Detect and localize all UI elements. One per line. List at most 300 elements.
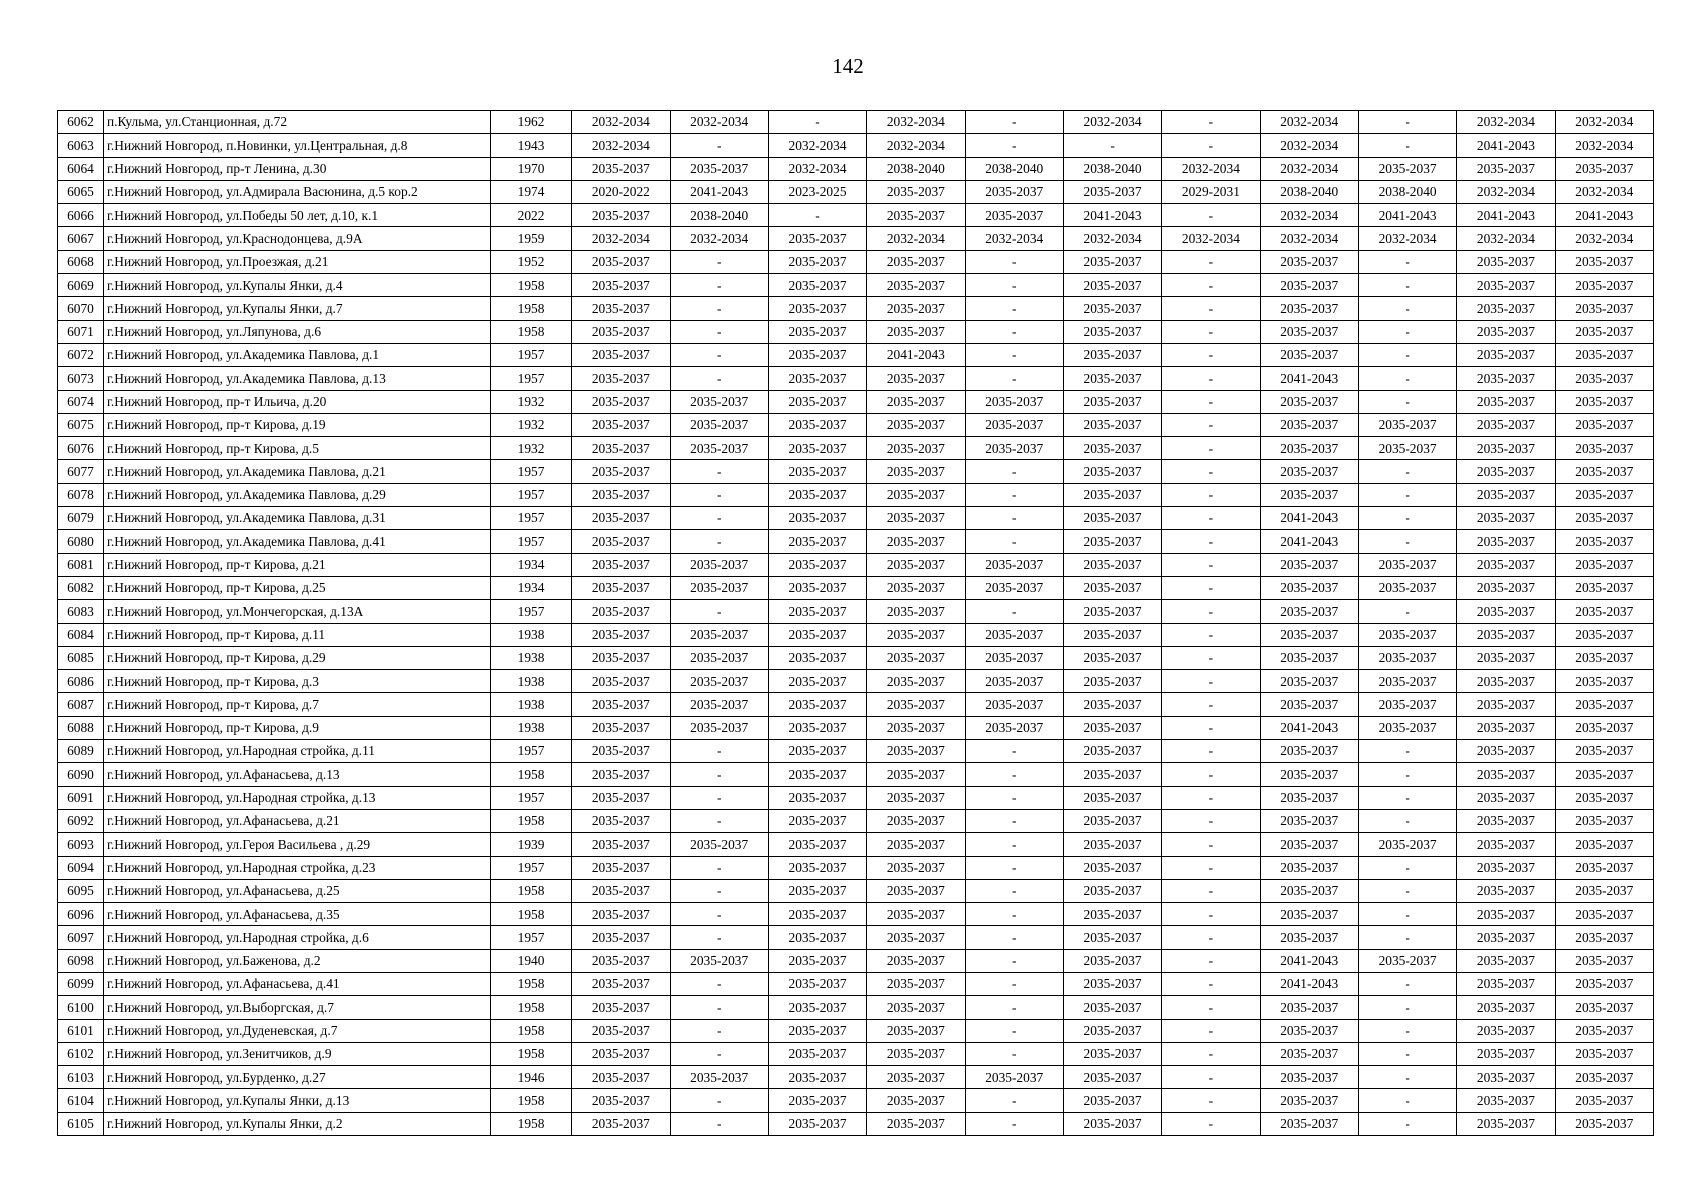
work-period-cell: 2035-2037 (1457, 972, 1555, 995)
work-period-cell: - (965, 786, 1063, 809)
address-cell: г.Нижний Новгород, ул.Адмирала Васюнина, д.5 кор.2 (103, 180, 490, 203)
work-period-cell: 2035-2037 (1457, 786, 1555, 809)
work-period-cell: 2035-2037 (1260, 483, 1358, 506)
year-built-cell: 1962 (490, 111, 571, 134)
table-row (58, 670, 1654, 693)
work-period-cell: 2035-2037 (670, 390, 768, 413)
work-period-cell: 2035-2037 (1555, 623, 1653, 646)
work-period-cell: 2035-2037 (1063, 1112, 1161, 1135)
work-period-cell: 2035-2037 (572, 646, 670, 669)
row-number: 6104 (58, 1089, 104, 1112)
work-period-cell: 2035-2037 (1457, 367, 1555, 390)
row-number: 6089 (58, 740, 104, 763)
work-period-cell: 2035-2037 (1063, 437, 1161, 460)
work-period-cell: 2032-2034 (1260, 227, 1358, 250)
work-period-cell: 2035-2037 (1260, 413, 1358, 436)
work-period-cell: - (965, 1042, 1063, 1065)
work-period-cell: 2035-2037 (1457, 740, 1555, 763)
work-period-cell: 2035-2037 (670, 1066, 768, 1089)
work-period-cell: 2035-2037 (1260, 600, 1358, 623)
work-period-cell: 2035-2037 (768, 926, 866, 949)
work-period-cell: 2035-2037 (1457, 623, 1555, 646)
work-period-cell: 2035-2037 (1063, 693, 1161, 716)
year-built-cell: 1958 (490, 903, 571, 926)
work-period-cell: 2035-2037 (1260, 786, 1358, 809)
year-built-cell: 1952 (490, 250, 571, 273)
work-period-cell: 2035-2037 (1063, 949, 1161, 972)
year-built-cell: 1958 (490, 1019, 571, 1042)
work-period-cell: - (965, 530, 1063, 553)
address-cell: г.Нижний Новгород, пр-т Кирова, д.11 (103, 623, 490, 646)
row-number: 6067 (58, 227, 104, 250)
work-period-cell: - (965, 1112, 1063, 1135)
work-period-cell: 2035-2037 (1555, 600, 1653, 623)
work-period-cell: 2032-2034 (1063, 111, 1161, 134)
work-period-cell: - (1162, 320, 1260, 343)
work-period-cell: 2035-2037 (670, 949, 768, 972)
work-period-cell: 2035-2037 (1063, 996, 1161, 1019)
work-period-cell: - (1162, 111, 1260, 134)
address-cell: г.Нижний Новгород, ул.Проезжая, д.21 (103, 250, 490, 273)
work-period-cell: - (1162, 250, 1260, 273)
work-period-cell: 2038-2040 (1260, 180, 1358, 203)
work-period-cell: 2035-2037 (572, 320, 670, 343)
row-number: 6065 (58, 180, 104, 203)
year-built-cell: 1958 (490, 1112, 571, 1135)
work-period-cell: 2035-2037 (1555, 507, 1653, 530)
work-period-cell: 2041-2043 (1457, 204, 1555, 227)
work-period-cell: - (965, 250, 1063, 273)
table-row (58, 646, 1654, 669)
work-period-cell: - (965, 763, 1063, 786)
work-period-cell: 2035-2037 (768, 343, 866, 366)
work-period-cell: - (965, 367, 1063, 390)
work-period-cell: 2032-2034 (572, 134, 670, 157)
work-period-cell: - (1063, 134, 1161, 157)
work-period-cell: - (670, 879, 768, 902)
work-period-cell: 2035-2037 (867, 553, 965, 576)
work-period-cell: - (1358, 763, 1456, 786)
year-built-cell: 1958 (490, 297, 571, 320)
work-period-cell: - (1162, 833, 1260, 856)
work-period-cell: 2032-2034 (867, 227, 965, 250)
work-period-cell: - (1162, 1066, 1260, 1089)
work-period-cell: 2020-2022 (572, 180, 670, 203)
address-cell: г.Нижний Новгород, ул.Академика Павлова, д.31 (103, 507, 490, 530)
work-period-cell: 2035-2037 (1457, 926, 1555, 949)
work-period-cell: 2035-2037 (572, 600, 670, 623)
work-period-cell: 2035-2037 (572, 390, 670, 413)
work-period-cell: 2035-2037 (572, 786, 670, 809)
work-period-cell: 2035-2037 (572, 507, 670, 530)
work-period-cell: - (965, 600, 1063, 623)
work-period-cell: 2035-2037 (1260, 553, 1358, 576)
table-row (58, 926, 1654, 949)
work-period-cell: 2032-2034 (1358, 227, 1456, 250)
work-period-cell: 2035-2037 (867, 809, 965, 832)
year-built-cell: 1938 (490, 716, 571, 739)
work-period-cell: 2032-2034 (1260, 157, 1358, 180)
work-period-cell: 2035-2037 (867, 180, 965, 203)
work-period-cell: 2035-2037 (1457, 1112, 1555, 1135)
work-period-cell: 2035-2037 (867, 507, 965, 530)
work-period-cell: 2035-2037 (1457, 390, 1555, 413)
work-period-cell: 2035-2037 (1555, 670, 1653, 693)
address-cell: г.Нижний Новгород, пр-т Ленина, д.30 (103, 157, 490, 180)
work-period-cell: - (768, 111, 866, 134)
work-period-cell: - (965, 297, 1063, 320)
work-period-cell: 2035-2037 (1260, 763, 1358, 786)
work-period-cell: - (670, 996, 768, 1019)
work-period-cell: - (1358, 1089, 1456, 1112)
work-period-cell: - (1358, 926, 1456, 949)
work-period-cell: 2035-2037 (1555, 740, 1653, 763)
work-period-cell: 2038-2040 (670, 204, 768, 227)
work-period-cell: 2035-2037 (572, 833, 670, 856)
work-period-cell: - (1162, 903, 1260, 926)
work-period-cell: 2035-2037 (1555, 483, 1653, 506)
work-period-cell: 2035-2037 (1555, 646, 1653, 669)
work-period-cell: 2035-2037 (670, 716, 768, 739)
work-period-cell: 2035-2037 (867, 1042, 965, 1065)
work-period-cell: 2035-2037 (572, 716, 670, 739)
work-period-cell: 2035-2037 (965, 716, 1063, 739)
table-row (58, 227, 1654, 250)
work-period-cell: 2035-2037 (1457, 413, 1555, 436)
work-period-cell: 2035-2037 (768, 903, 866, 926)
year-built-cell: 1932 (490, 390, 571, 413)
work-period-cell: 2035-2037 (572, 530, 670, 553)
work-period-cell: 2035-2037 (572, 693, 670, 716)
work-period-cell: - (670, 320, 768, 343)
work-period-cell: 2035-2037 (572, 949, 670, 972)
work-period-cell: 2041-2043 (670, 180, 768, 203)
work-period-cell: 2035-2037 (1358, 670, 1456, 693)
work-period-cell: - (1358, 903, 1456, 926)
work-period-cell: 2035-2037 (867, 740, 965, 763)
work-period-cell: 2032-2034 (1457, 180, 1555, 203)
work-period-cell: 2041-2043 (1260, 507, 1358, 530)
work-period-cell: 2035-2037 (1555, 1112, 1653, 1135)
work-period-cell: 2032-2034 (1063, 227, 1161, 250)
year-built-cell: 1970 (490, 157, 571, 180)
row-number: 6078 (58, 483, 104, 506)
work-period-cell: 2035-2037 (1063, 1019, 1161, 1042)
work-period-cell: 2035-2037 (965, 693, 1063, 716)
address-cell: г.Нижний Новгород, ул.Купалы Янки, д.7 (103, 297, 490, 320)
address-cell: г.Нижний Новгород, ул.Купалы Янки, д.2 (103, 1112, 490, 1135)
work-period-cell: - (670, 1019, 768, 1042)
work-period-cell: 2035-2037 (965, 576, 1063, 599)
work-period-cell: - (965, 972, 1063, 995)
work-period-cell: - (1358, 274, 1456, 297)
work-period-cell: - (1162, 879, 1260, 902)
work-period-cell: - (1358, 111, 1456, 134)
work-period-cell: 2032-2034 (1555, 134, 1653, 157)
work-period-cell: 2035-2037 (867, 390, 965, 413)
work-period-cell: 2035-2037 (965, 204, 1063, 227)
address-cell: г.Нижний Новгород, ул.Афанасьева, д.25 (103, 879, 490, 902)
work-period-cell: 2035-2037 (1063, 716, 1161, 739)
year-built-cell: 1932 (490, 413, 571, 436)
year-built-cell: 1940 (490, 949, 571, 972)
address-cell: г.Нижний Новгород, ул.Победы 50 лет, д.10, к.1 (103, 204, 490, 227)
work-period-cell: 2035-2037 (1555, 903, 1653, 926)
work-period-cell: - (965, 1089, 1063, 1112)
row-number: 6088 (58, 716, 104, 739)
work-period-cell: 2035-2037 (867, 926, 965, 949)
work-period-cell: - (670, 274, 768, 297)
work-period-cell: 2035-2037 (572, 1112, 670, 1135)
row-number: 6072 (58, 343, 104, 366)
work-period-cell: - (1358, 1042, 1456, 1065)
work-period-cell: 2035-2037 (1555, 1019, 1653, 1042)
work-period-cell: - (965, 903, 1063, 926)
work-period-cell: 2023-2025 (768, 180, 866, 203)
work-period-cell: - (670, 903, 768, 926)
row-number: 6071 (58, 320, 104, 343)
work-period-cell: 2035-2037 (1457, 250, 1555, 273)
work-period-cell: 2035-2037 (1555, 693, 1653, 716)
work-period-cell: - (670, 740, 768, 763)
work-period-cell: 2035-2037 (670, 623, 768, 646)
row-number: 6086 (58, 670, 104, 693)
work-period-cell: 2035-2037 (670, 670, 768, 693)
work-period-cell: 2035-2037 (1555, 530, 1653, 553)
work-period-cell: - (670, 600, 768, 623)
work-period-cell: 2035-2037 (670, 646, 768, 669)
work-period-cell: 2035-2037 (1063, 1089, 1161, 1112)
address-cell: г.Нижний Новгород, ул.Мончегорская, д.13А (103, 600, 490, 623)
work-period-cell: 2035-2037 (1063, 507, 1161, 530)
work-period-cell: 2035-2037 (1555, 367, 1653, 390)
year-built-cell: 1934 (490, 553, 571, 576)
work-period-cell: 2035-2037 (1063, 740, 1161, 763)
work-period-cell: 2035-2037 (768, 740, 866, 763)
work-period-cell: 2035-2037 (1358, 437, 1456, 460)
table-row (58, 437, 1654, 460)
work-period-cell: 2041-2043 (1063, 204, 1161, 227)
table-row (58, 274, 1654, 297)
address-cell: г.Нижний Новгород, пр-т Кирова, д.3 (103, 670, 490, 693)
work-period-cell: 2035-2037 (867, 530, 965, 553)
table-row (58, 623, 1654, 646)
work-period-cell: 2035-2037 (867, 1066, 965, 1089)
work-period-cell: 2035-2037 (572, 204, 670, 227)
work-period-cell: 2035-2037 (1260, 297, 1358, 320)
table-row (58, 343, 1654, 366)
address-cell: г.Нижний Новгород, ул.Народная стройка, д.23 (103, 856, 490, 879)
work-period-cell: 2035-2037 (1063, 879, 1161, 902)
row-number: 6075 (58, 413, 104, 436)
row-number: 6082 (58, 576, 104, 599)
work-period-cell: 2035-2037 (1063, 623, 1161, 646)
row-number: 6073 (58, 367, 104, 390)
work-period-cell: 2035-2037 (768, 553, 866, 576)
work-period-cell: 2035-2037 (1260, 1112, 1358, 1135)
work-period-cell: 2035-2037 (768, 274, 866, 297)
work-period-cell: 2035-2037 (768, 879, 866, 902)
table-row (58, 297, 1654, 320)
work-period-cell: - (1358, 297, 1456, 320)
work-period-cell: 2035-2037 (867, 576, 965, 599)
work-period-cell: 2035-2037 (768, 576, 866, 599)
table-row (58, 763, 1654, 786)
work-period-cell: - (965, 111, 1063, 134)
work-period-cell: - (1358, 740, 1456, 763)
work-period-cell: 2035-2037 (1555, 949, 1653, 972)
work-period-cell: 2035-2037 (768, 1042, 866, 1065)
table-row (58, 576, 1654, 599)
work-period-cell: 2035-2037 (1555, 833, 1653, 856)
year-built-cell: 1939 (490, 833, 571, 856)
work-period-cell: 2035-2037 (768, 716, 866, 739)
work-period-cell: 2035-2037 (1260, 1066, 1358, 1089)
work-period-cell: 2035-2037 (768, 460, 866, 483)
work-period-cell: 2032-2034 (1260, 111, 1358, 134)
work-period-cell: - (1162, 507, 1260, 530)
work-period-cell: - (670, 809, 768, 832)
work-period-cell: 2035-2037 (1555, 390, 1653, 413)
work-period-cell: - (1162, 1089, 1260, 1112)
work-period-cell: 2035-2037 (572, 623, 670, 646)
table-row (58, 530, 1654, 553)
work-period-cell: 2035-2037 (1457, 1019, 1555, 1042)
work-period-cell: 2035-2037 (1555, 926, 1653, 949)
work-period-cell: 2035-2037 (1457, 996, 1555, 1019)
work-period-cell: - (670, 297, 768, 320)
work-period-cell: 2035-2037 (867, 693, 965, 716)
work-period-cell: 2035-2037 (867, 320, 965, 343)
address-cell: г.Нижний Новгород, пр-т Ильича, д.20 (103, 390, 490, 413)
work-period-cell: 2038-2040 (1063, 157, 1161, 180)
work-period-cell: - (1162, 926, 1260, 949)
row-number: 6102 (58, 1042, 104, 1065)
address-cell: г.Нижний Новгород, пр-т Кирова, д.9 (103, 716, 490, 739)
table-row (58, 693, 1654, 716)
row-number: 6081 (58, 553, 104, 576)
work-period-cell: 2035-2037 (965, 646, 1063, 669)
row-number: 6076 (58, 437, 104, 460)
table-row (58, 483, 1654, 506)
address-cell: г.Нижний Новгород, ул.Народная стройка, д.13 (103, 786, 490, 809)
year-built-cell: 1934 (490, 576, 571, 599)
work-period-cell: - (965, 996, 1063, 1019)
row-number: 6097 (58, 926, 104, 949)
work-period-cell: 2035-2037 (867, 903, 965, 926)
table-row (58, 180, 1654, 203)
work-period-cell: - (1162, 204, 1260, 227)
address-cell: г.Нижний Новгород, ул.Академика Павлова, д.21 (103, 460, 490, 483)
work-period-cell: 2035-2037 (1358, 949, 1456, 972)
work-period-cell: 2035-2037 (1063, 180, 1161, 203)
work-period-cell: 2035-2037 (572, 343, 670, 366)
work-period-cell: 2035-2037 (1358, 576, 1456, 599)
work-period-cell: 2035-2037 (768, 949, 866, 972)
work-period-cell: 2035-2037 (768, 833, 866, 856)
work-period-cell: 2035-2037 (1457, 530, 1555, 553)
work-period-cell: 2035-2037 (1555, 157, 1653, 180)
work-period-cell: 2035-2037 (572, 856, 670, 879)
work-period-cell: 2035-2037 (965, 670, 1063, 693)
year-built-cell: 1957 (490, 530, 571, 553)
work-period-cell: 2035-2037 (867, 1112, 965, 1135)
work-period-cell: 2035-2037 (572, 1042, 670, 1065)
address-cell: г.Нижний Новгород, ул.Академика Павлова, д.13 (103, 367, 490, 390)
work-period-cell: 2038-2040 (1358, 180, 1456, 203)
table-row (58, 879, 1654, 902)
address-cell: г.Нижний Новгород, ул.Народная стройка, д.6 (103, 926, 490, 949)
work-period-cell: 2035-2037 (1063, 343, 1161, 366)
work-period-cell: 2035-2037 (867, 879, 965, 902)
work-period-cell: 2035-2037 (1457, 949, 1555, 972)
table-row (58, 390, 1654, 413)
year-built-cell: 1958 (490, 809, 571, 832)
table-row (58, 740, 1654, 763)
work-period-cell: - (965, 343, 1063, 366)
work-period-cell: 2041-2043 (1260, 530, 1358, 553)
work-period-cell: 2035-2037 (867, 996, 965, 1019)
row-number: 6094 (58, 856, 104, 879)
work-period-cell: - (965, 1019, 1063, 1042)
year-built-cell: 1932 (490, 437, 571, 460)
work-period-cell: 2035-2037 (867, 600, 965, 623)
address-cell: г.Нижний Новгород, ул.Зенитчиков, д.9 (103, 1042, 490, 1065)
year-built-cell: 2022 (490, 204, 571, 227)
work-period-cell: 2035-2037 (1358, 646, 1456, 669)
work-period-cell: 2035-2037 (1457, 809, 1555, 832)
row-number: 6100 (58, 996, 104, 1019)
work-period-cell: 2035-2037 (1457, 879, 1555, 902)
work-period-cell: - (670, 250, 768, 273)
work-period-cell: 2035-2037 (1457, 903, 1555, 926)
work-period-cell: - (1162, 576, 1260, 599)
work-period-cell: - (1162, 1019, 1260, 1042)
work-period-cell: 2035-2037 (1260, 903, 1358, 926)
work-period-cell: 2035-2037 (1555, 763, 1653, 786)
year-built-cell: 1943 (490, 134, 571, 157)
work-period-cell: 2035-2037 (670, 553, 768, 576)
work-period-cell: 2035-2037 (1063, 786, 1161, 809)
work-period-cell: 2035-2037 (1457, 1089, 1555, 1112)
work-period-cell: 2035-2037 (572, 972, 670, 995)
work-period-cell: - (670, 134, 768, 157)
work-period-cell: 2032-2034 (572, 227, 670, 250)
work-period-cell: 2035-2037 (1555, 437, 1653, 460)
work-period-cell: 2035-2037 (768, 483, 866, 506)
row-number: 6085 (58, 646, 104, 669)
row-number: 6090 (58, 763, 104, 786)
work-period-cell: - (1358, 1019, 1456, 1042)
work-period-cell: 2035-2037 (768, 437, 866, 460)
work-period-cell: 2035-2037 (1063, 483, 1161, 506)
work-period-cell: - (670, 1089, 768, 1112)
work-period-cell: 2032-2034 (768, 157, 866, 180)
address-cell: г.Нижний Новгород, ул.Академика Павлова, д.41 (103, 530, 490, 553)
table-row (58, 111, 1654, 134)
work-period-cell: 2035-2037 (1555, 1089, 1653, 1112)
work-period-cell: 2035-2037 (1063, 926, 1161, 949)
work-period-cell: 2041-2043 (1260, 949, 1358, 972)
table-row (58, 1066, 1654, 1089)
work-period-cell: 2035-2037 (1063, 763, 1161, 786)
work-period-cell: - (1358, 786, 1456, 809)
work-period-cell: 2035-2037 (1063, 670, 1161, 693)
work-period-cell: - (965, 483, 1063, 506)
work-period-cell: 2035-2037 (1457, 343, 1555, 366)
work-period-cell: 2032-2034 (1162, 227, 1260, 250)
work-period-cell: 2035-2037 (965, 413, 1063, 436)
